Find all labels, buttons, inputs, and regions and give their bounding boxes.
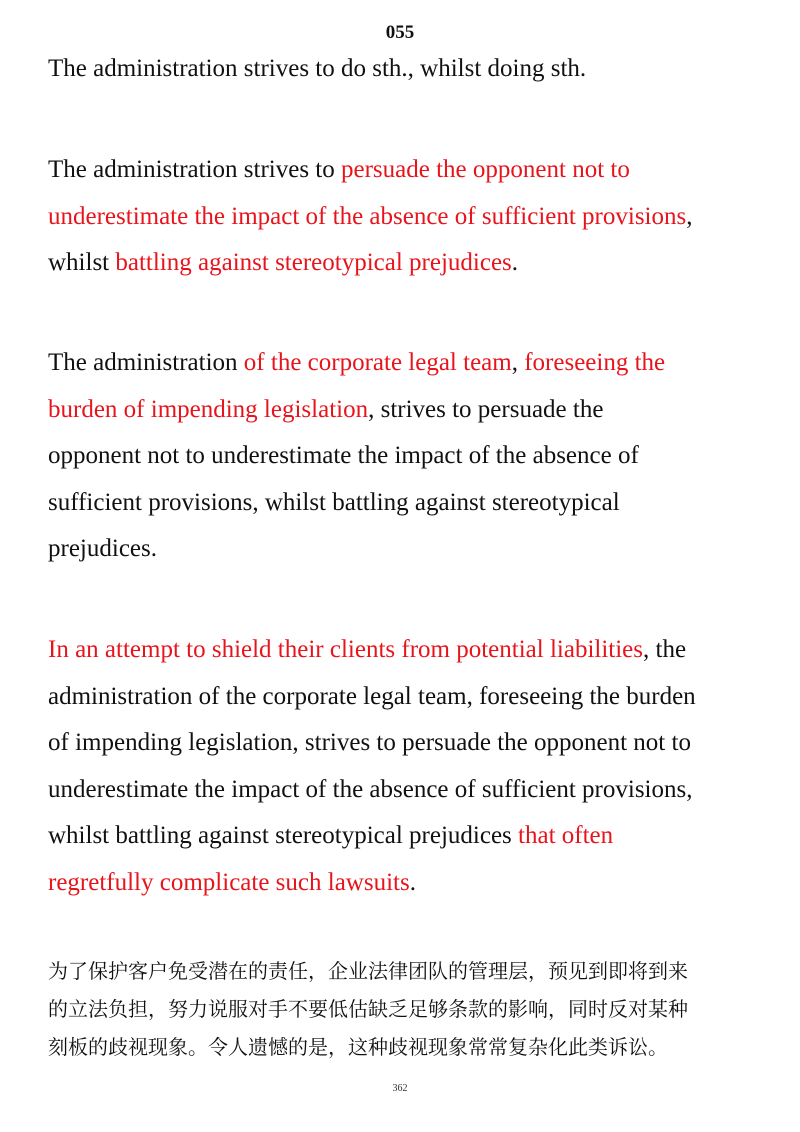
text-segment: administration of the corporate legal team, foreseeing the burden [48,682,696,710]
text-segment: , the [643,636,687,663]
paragraph-line [48,720,758,767]
text-segment: whilst battling against stereotypical prejudices [48,822,519,849]
text-segment: prejudices. [48,535,157,562]
paragraph-line [48,46,758,93]
paragraph-line [48,767,758,814]
paragraph-line [48,813,758,860]
paragraph-line [48,194,758,241]
text-segment: , [511,349,525,376]
highlighted-segment: persuade the opponent not to [341,156,630,183]
paragraph-expansion-2 [48,340,758,573]
translation-line: 的立法负担，努力说服对手不要低估缺乏足够条款的影响，同时反对某种 [48,997,688,1021]
paragraph-line [48,240,758,287]
text-segment: , strives to persuade the [368,395,604,423]
highlighted-segment: battling against stereotypical prejudices [115,249,512,276]
highlighted-segment: In an attempt to shield their clients from potential liabilities [48,636,643,663]
text-segment: The administration strives to do sth., whilst doing sth. [48,55,587,82]
page-number: 362 [392,1083,408,1094]
text-segment: . [511,249,519,276]
text-segment: underestimate the impact of the absence of sufficient provisions, [48,775,693,803]
text-segment: . [409,868,416,896]
highlighted-segment: foreseeing the [524,349,666,376]
paragraph-line [48,627,758,674]
text-segment: sufficient provisions, whilst battling against stereotypical [48,488,620,516]
text-segment: The administration strives to [48,156,342,183]
highlighted-segment: burden of impending legislation [48,395,369,423]
highlighted-segment: of the corporate legal team [243,349,512,376]
highlighted-segment: regretfully complicate such lawsuits [48,868,410,896]
paragraph-template [48,46,758,93]
highlighted-segment: that often [518,822,614,849]
translation-line: 刻板的歧视现象。令人遗憾的是，这种歧视现象常常复杂化此类诉讼。 [48,1035,668,1059]
paragraph-line [48,480,758,527]
text-segment: The administration [48,349,244,376]
paragraph-line [48,860,758,907]
paragraph-line [48,674,758,721]
translation-line: 为了保护客户免受潜在的责任，企业法律团队的管理层，预见到即将到来 [48,959,688,983]
paragraph-line [48,387,758,434]
text-segment: of impending legislation, strives to persuade the opponent not to [48,729,691,756]
text-segment: , [686,202,693,230]
chinese-translation [48,952,758,1066]
text-segment: opponent not to underestimate the impact of the absence of [48,442,639,469]
text-segment: whilst [48,249,116,276]
paragraph-line [48,433,758,480]
paragraph-line [48,526,758,573]
paragraph-expansion-3 [48,627,758,906]
entry-number: 055 [385,22,415,43]
paragraph-line [48,147,758,194]
paragraph-line [48,340,758,387]
highlighted-segment: underestimate the impact of the absence of sufficient provisions [48,202,687,230]
paragraph-expansion-1 [48,147,758,287]
